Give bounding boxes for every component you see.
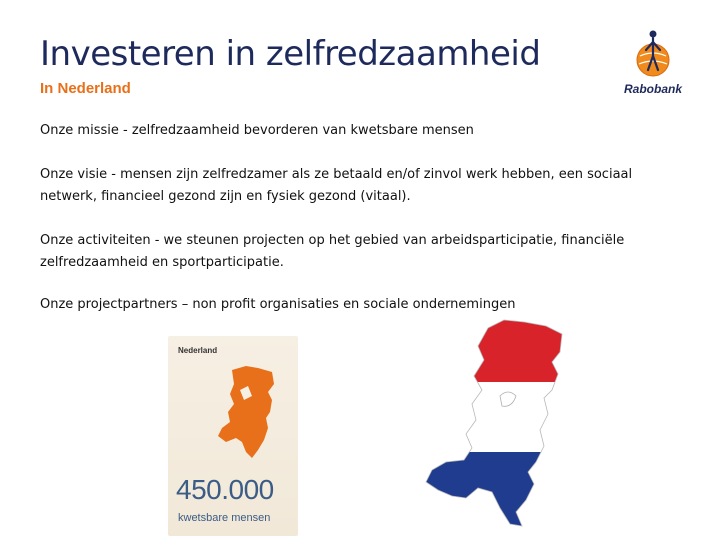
vision-text: Onze visie - mensen zijn zelfredzamer als ze betaald en/of zinvol werk hebben, een sociaal netwerk, financieel gezond zijn en fysiek gezond (vitaal). (40, 167, 633, 204)
card-caption: kwetsbare mensen (178, 512, 271, 524)
activities-text: Onze activiteiten - we steunen projecten op het gebied van arbeidsparticipatie, financiële zelfredzaamheid en sportparticipatie. (40, 233, 625, 270)
slide-title: Investeren in zelfredzaamheid (40, 34, 541, 74)
partners-text: Onze projectpartners – non profit organisaties en sociale ondernemingen (40, 297, 516, 312)
netherlands-map-icon (212, 362, 282, 462)
card-number: 450.000 (176, 474, 274, 505)
logo-text: Rabobank (623, 82, 682, 96)
rabobank-logo (618, 26, 688, 106)
rabobank-logo-icon (618, 26, 688, 82)
mission-text: Onze missie - zelfredzaamheid bevorderen van kwetsbare mensen (40, 123, 474, 138)
slide-subtitle: In Nederland (40, 80, 131, 97)
netherlands-flag-map (412, 312, 572, 532)
card-label: Nederland (178, 346, 218, 355)
vulnerable-people-card (168, 336, 298, 536)
